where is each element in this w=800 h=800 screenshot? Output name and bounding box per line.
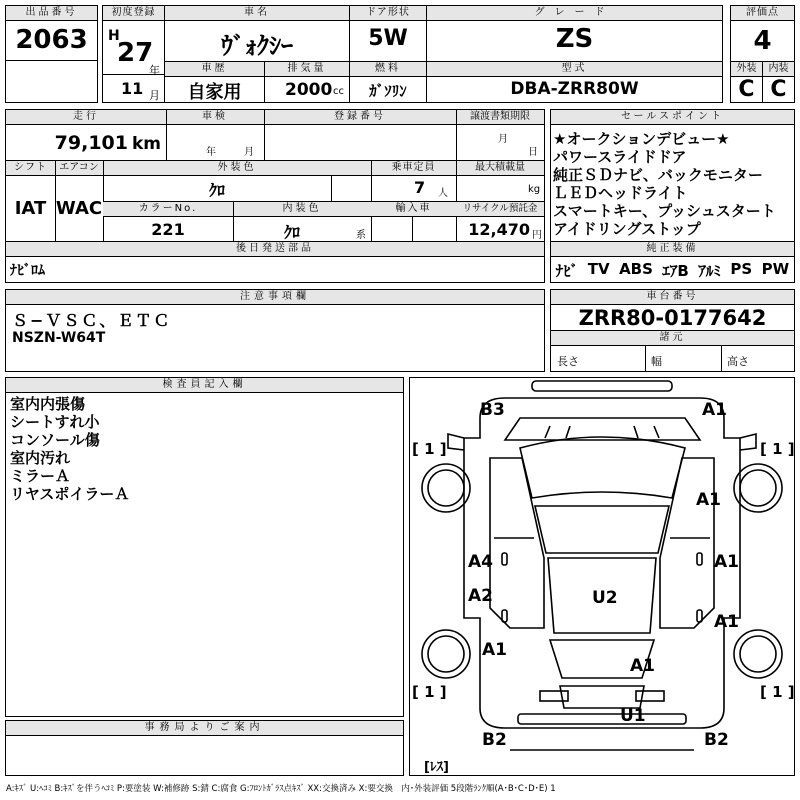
first-registration-cell	[102, 5, 165, 75]
era-letter: H	[108, 28, 120, 44]
chassis-number-label: 車台番号	[551, 290, 794, 305]
history: 自家用	[187, 82, 242, 103]
sales-points-label: セールスポイント	[551, 110, 794, 125]
equipment-item: PW	[761, 260, 790, 278]
displacement: 2000	[285, 80, 333, 100]
damage-mark: A1	[482, 640, 507, 660]
registration-year: 27	[117, 38, 154, 68]
grade-cell	[426, 5, 723, 62]
fuel: ｶﾞｿﾘﾝ	[369, 82, 407, 100]
interior-color-label: 内装色	[233, 202, 371, 217]
office-panel	[5, 720, 404, 776]
dimensions-label: 諸元	[551, 331, 794, 346]
aircon-label: エアコン	[55, 161, 103, 176]
exterior-label: 外装	[731, 62, 762, 77]
inspection-label: 車検	[166, 110, 264, 125]
sales-point-item: 純正ＳＤナビ、バックモニター	[553, 166, 763, 184]
registration-month-cell	[102, 74, 165, 103]
recycle-label: リサイクル預託金	[456, 202, 544, 217]
shift: IAT	[14, 198, 47, 219]
shift-label: シフト	[6, 161, 55, 176]
model-label: 型式	[427, 62, 722, 77]
exterior-color-label: 外装色	[103, 161, 371, 176]
sales-points-list	[553, 130, 776, 238]
genuine-equipment-label: 純正装備	[551, 242, 794, 257]
damage-mark: B3	[480, 400, 505, 420]
first-registration-label: 初度登録	[103, 6, 164, 21]
deadline-day-unit: 日	[528, 147, 538, 158]
grade-label: グレード	[427, 6, 722, 21]
history-cell	[164, 61, 265, 103]
damage-mark: A1	[696, 490, 721, 510]
notes-line: NSZN-W64T	[12, 330, 106, 346]
inspector-note: 室内汚れ	[10, 449, 71, 467]
genuine-equipment-list	[551, 260, 794, 281]
kei-unit: 系	[356, 230, 366, 241]
details-block	[5, 109, 545, 283]
damage-mark: U2	[592, 588, 618, 608]
tire-count-front-right: [ 1 ]	[760, 440, 795, 458]
fuel-cell	[349, 61, 427, 103]
office-label: 事務局よりご案内	[6, 721, 403, 736]
person-unit: 人	[438, 188, 448, 199]
notes-panel	[5, 289, 545, 372]
inspector-note: シートすれ小	[10, 413, 100, 431]
sales-point-item: パワースライドドア	[553, 148, 687, 166]
equipment-item: ABS	[619, 260, 653, 278]
exterior-grade: C	[738, 77, 755, 102]
width-label: 幅	[651, 355, 662, 368]
damage-mark: A1	[630, 656, 655, 676]
sales-point-item: アイドリングストップ	[553, 220, 701, 238]
sales-point-item: ★オークションデビュー★	[553, 130, 730, 148]
interior-grade: C	[770, 77, 787, 102]
lot-number-blank	[5, 60, 98, 103]
door-label: ドア形状	[350, 6, 426, 21]
max-load-label: 最大積載量	[456, 161, 544, 176]
color-number-label: カラーNo.	[103, 202, 233, 217]
chassis-number: ZRR80-0177642	[578, 306, 767, 330]
grade: ZS	[555, 24, 594, 54]
lot-number: 2063	[15, 25, 88, 55]
inspection-month-unit: 月	[244, 147, 254, 158]
damage-mark: A1	[714, 612, 739, 632]
equipment-item: ｱﾙﾐ	[698, 262, 721, 280]
later-parts: ﾅﾋﾞﾛﾑ	[10, 263, 45, 279]
tire-count-rear-left: [ 1 ]	[412, 683, 447, 701]
lot-number-cell	[5, 5, 98, 61]
lot-number-label: 出品番号	[6, 6, 97, 21]
interior-color: ｸﾛ	[284, 223, 301, 242]
car-outline-diagram	[410, 378, 794, 775]
spare-tire: [ﾚｽ]	[424, 760, 449, 775]
score: 4	[753, 26, 772, 56]
tire-count-rear-right: [ 1 ]	[760, 683, 795, 701]
notes-line: Ｓ−ＶＳＣ、ＥＴＣ	[12, 311, 172, 330]
capacity-label: 乗車定員	[371, 161, 456, 176]
damage-diagram	[409, 377, 795, 776]
score-cell	[730, 5, 795, 62]
damage-mark: A1	[702, 400, 727, 420]
model-cell	[426, 61, 723, 103]
import-label: 輸入車	[371, 202, 456, 217]
equipment-item: TV	[587, 260, 610, 278]
sales-point-item: スマートキー、プッシュスタート	[553, 202, 776, 220]
door-type: 5W	[368, 26, 408, 51]
length-label: 長さ	[557, 355, 579, 368]
chassis-panel	[550, 289, 795, 372]
history-label: 車歴	[165, 62, 264, 77]
displacement-cell	[264, 61, 350, 103]
inspector-notes-list	[10, 395, 129, 503]
inspector-note: 室内内張傷	[10, 395, 86, 413]
notes-label: 注意事項欄	[6, 290, 544, 305]
registration-number-label: 登録番号	[264, 110, 456, 125]
interior-grade-cell	[762, 61, 795, 103]
damage-mark: U1	[620, 706, 646, 726]
car-name-label: 車名	[165, 6, 349, 21]
inspector-note: コンソール傷	[10, 431, 100, 449]
fuel-label: 燃料	[350, 62, 426, 77]
door-cell	[349, 5, 427, 62]
aircon: WAC	[55, 198, 103, 219]
km-unit: km	[132, 134, 162, 154]
car-name-cell	[164, 5, 350, 62]
mileage-label: 走行	[6, 110, 166, 125]
later-parts-label: 後日発送部品	[6, 242, 544, 257]
damage-mark: A4	[468, 552, 493, 572]
color-number: 221	[151, 220, 185, 239]
transfer-deadline-label: 譲渡書類期限	[456, 110, 544, 125]
exterior-grade-cell	[730, 61, 763, 103]
equipment-item: ｴｱB	[662, 262, 689, 280]
car-name: ｳﾞｫｸｼｰ	[221, 32, 293, 60]
tire-count-front-left: [ 1 ]	[412, 440, 447, 458]
mileage: 79,101	[54, 132, 128, 154]
equipment-item: ﾅﾋﾞ	[555, 262, 579, 280]
height-label: 高さ	[727, 355, 749, 368]
recycle-fee: 12,470	[468, 220, 530, 239]
damage-mark: B2	[482, 730, 507, 750]
model: DBA-ZRR80W	[510, 79, 639, 99]
kg-unit: kg	[528, 184, 541, 195]
score-label: 評価点	[731, 6, 794, 21]
inspection-year-unit: 年	[206, 147, 216, 158]
interior-label: 内装	[763, 62, 794, 77]
inspector-note: リヤスポイラーＡ	[10, 485, 130, 503]
yen-unit: 円	[532, 230, 542, 241]
damage-mark: A2	[468, 586, 493, 606]
displacement-label: 排気量	[265, 62, 349, 77]
registration-month: 11	[121, 79, 144, 98]
cc-unit: cc	[333, 86, 344, 97]
sales-points-panel	[550, 109, 795, 283]
year-unit: 年	[149, 64, 160, 77]
inspector-label: 検査員記入欄	[6, 378, 403, 393]
inspector-note: ミラーＡ	[10, 467, 71, 485]
sales-point-item: ＬＥＤヘッドライト	[553, 184, 688, 202]
equipment-item: PS	[730, 260, 753, 278]
exterior-color: ｸﾛ	[208, 181, 225, 200]
damage-mark: B2	[704, 730, 729, 750]
damage-mark: A1	[714, 552, 739, 572]
legend-text: A:ｷｽﾞ U:ﾍｺﾐ B:ｷｽﾞを伴うﾍｺﾐ P:要塗装 W:補修跡 S:錆 C:腐食 G:ﾌﾛﾝﾄｶﾞﾗｽ点ｷｽﾞ XX:交換済み X:要交換 内･外装評価 5段階ﾗﾝｸ順(A･B･C･D･E) 1	[6, 784, 556, 794]
deadline-month-unit: 月	[498, 134, 508, 145]
month-unit: 月	[149, 89, 160, 102]
capacity: 7	[414, 178, 426, 197]
inspector-notes-panel	[5, 377, 404, 717]
